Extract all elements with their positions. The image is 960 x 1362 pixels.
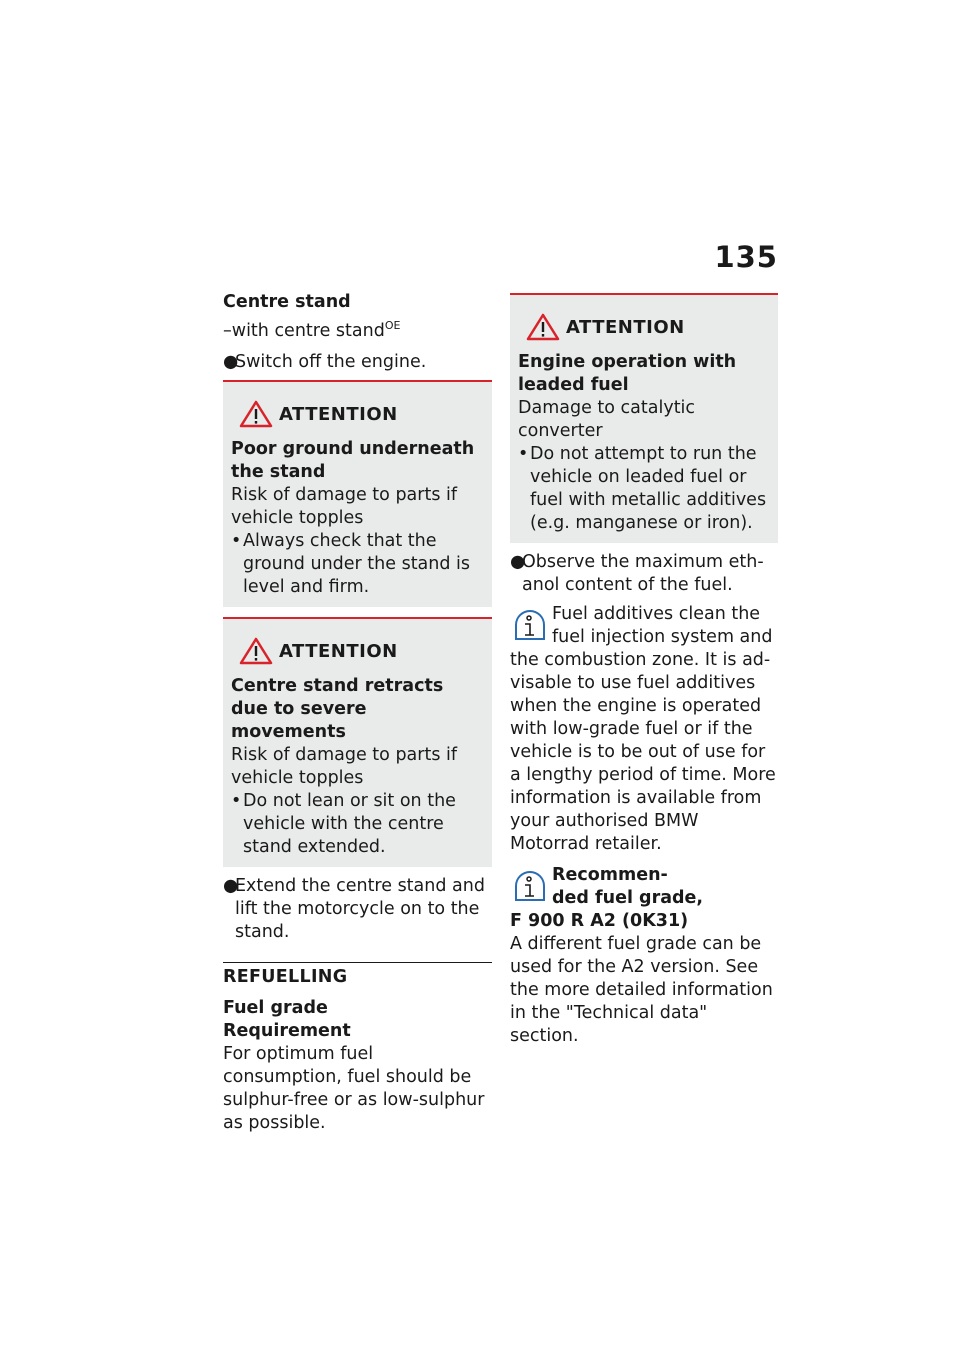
warning-action: • Do not attempt to run the vehicle on leaded fuel or fuel with metallic additives (e.g. manganese or iron). [518,444,767,533]
info-title-a: Recommen- [552,865,668,885]
info-icon [510,605,548,643]
left-column [223,291,492,1135]
info-icon [510,866,548,904]
info-recommended-fuel [510,864,778,1048]
info-title-b: ded fuel grade, [552,888,704,908]
warning-risk: Risk of damage to parts if vehicle topples [231,745,458,788]
info-text-rest: the combustion zone. It is ad-visable to use fuel additives when the engine is operated with low-grade fuel or if the vehicle is to be out of use for a lengthy period of time. More information is available from your authorised BMW Motorrad retailer. [510,650,776,854]
precondition: –with centre stand$^{OE}$ [223,319,401,341]
warning-risk: Risk of damage to parts if vehicle topples [231,485,458,528]
warning-box-leaded-fuel [510,293,778,543]
info-title-c: F 900 R A2 (0K31) [510,911,689,931]
warning-action: • Always check that the ground under the stand is level and firm. [231,531,471,597]
info-text-first: Fuel additives clean the fuel injection system and [552,604,773,647]
right-column [510,291,778,1048]
warning-risk: Damage to catalytic converter [518,398,696,441]
step-extend-stand: ● Extend the centre stand and lift the motorcycle on to the stand. [223,876,485,942]
warning-title: Engine operation with leaded fuel [518,352,737,395]
step-ethanol: ● Observe the maximum eth-anol content of the fuel. [510,552,764,595]
warning-label: ATTENTION [279,403,398,425]
warning-action: • Do not lean or sit on the vehicle with the centre stand extended. [231,791,456,857]
warning-title: Poor ground underneath the stand [231,439,475,482]
warning-box-ground [223,380,492,607]
fuel-grade-heading: Fuel grade [223,998,328,1018]
page-number: 135 [714,240,778,274]
oe-superscript: OE [384,319,401,332]
warning-label: ATTENTION [279,640,398,662]
requirement-text: For optimum fuel consumption, fuel should be sulphur-free or as low-sulphur as possible. [223,1044,485,1133]
info-body: A different fuel grade can be used for the A2 version. See the more detailed information in the "Technical data" section. [510,934,773,1046]
requirement-heading: Requirement [223,1021,351,1041]
warning-triangle-icon [526,313,560,341]
centre-stand-heading: Centre stand [223,292,351,312]
warning-box-retract [223,617,492,867]
section-title: REFUELLING [223,967,348,987]
warning-triangle-icon [239,400,273,428]
warning-title: Centre stand retracts due to severe movements [231,676,444,742]
warning-label: ATTENTION [566,316,685,338]
section-divider [223,962,492,989]
info-fuel-additives [510,603,778,856]
step-switch-off: ● Switch off the engine. [223,352,427,372]
warning-triangle-icon [239,637,273,665]
